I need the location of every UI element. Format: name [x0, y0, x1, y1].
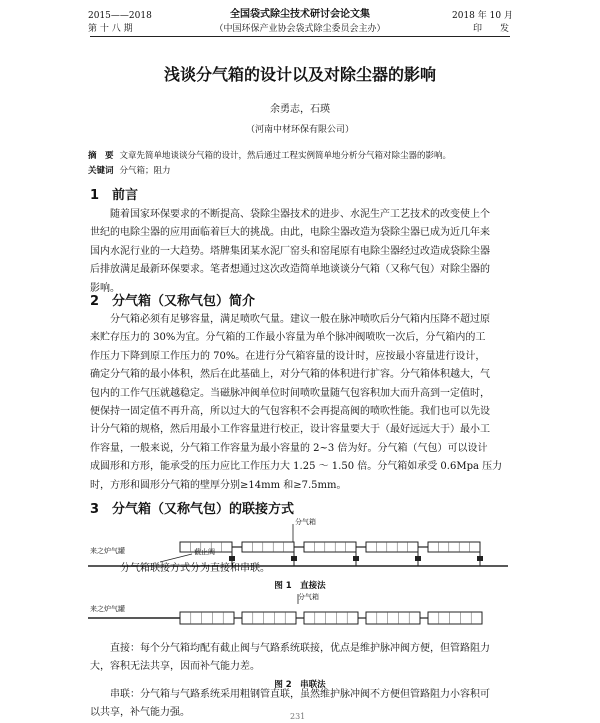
- section-2-line: 时，方形和圆形分气箱的壁厚分别≥14mm 和≥7.5mm。: [90, 479, 347, 491]
- figure-2-caption: 图 2 串联法: [274, 680, 326, 690]
- keywords-text: 分气箱；阻力: [119, 166, 171, 176]
- abstract-label: 摘 要: [88, 151, 114, 161]
- figure-1-intro-text: 分气箱联接方式分为直接和串联。: [120, 563, 270, 574]
- direct-method-paragraph: [90, 640, 510, 677]
- figure-1-manifold-segment: [242, 542, 294, 552]
- section-2-line: 确定分气箱的最小体积，然后在此基础上，对分气箱的体积进行扩容。分气箱体积越大，气: [90, 369, 490, 381]
- section-1-body: [90, 206, 510, 298]
- figure-1-valve: [353, 556, 359, 561]
- figure-1-manifold-segment: [304, 542, 356, 552]
- author-line: 余勇志，石瑛: [270, 104, 330, 115]
- section-heading-3: 3 分气箱（又称气包）的联接方式: [90, 502, 295, 517]
- figure-1-label-box: 分气箱: [295, 518, 316, 526]
- page-number: 231: [290, 712, 306, 721]
- figure-1-valve: [415, 556, 421, 561]
- header-left-bottom: 第 十 八 期: [88, 24, 133, 34]
- figure-2-manifold-segment: [428, 612, 482, 624]
- section-2-line: 来贮存压力的 30%为宜。分气箱的工作最小容量为单个脉冲阀喷吹一次后，分气箱内的工: [90, 332, 486, 344]
- header-center-top: 全国袋式除尘技术研讨会论文集: [230, 9, 370, 20]
- figure-1-valve: [477, 556, 483, 561]
- header-left-top: 2015——2018: [88, 11, 152, 21]
- figure-1-caption: 图 1 直接法: [274, 581, 326, 591]
- keywords-label: 关键词: [88, 166, 114, 176]
- figure-1-label-pipe: 来之炉气罐: [90, 547, 125, 555]
- section-1-line: 影响。: [90, 282, 120, 294]
- figure-1-manifold-segment: [366, 542, 418, 552]
- section-2-body: [90, 311, 510, 495]
- section-2-line: 作容量，一般来说，分气箱工作容量为最小容量的 2~3 倍为好。分气箱（气包）可以设计: [90, 442, 488, 454]
- section-2-line: 计分气箱的规格，然后用最小工作容量进行校正，设计容量要大于（最好远远大于）最小工: [90, 424, 490, 436]
- paper-title: 浅谈分气箱的设计以及对除尘器的影响: [163, 65, 436, 84]
- section-2-line: 作压力下降到原工作压力的 70%。在进行分气箱容量的设计时，应按最小容量进行设计，: [90, 350, 486, 362]
- abstract-text: 文章先简单地谈谈分气箱的设计，然后通过工程实例简单地分析分气箱对除尘器的影响。: [119, 151, 452, 161]
- abstract: [88, 150, 451, 162]
- figure-2-label-box: 分气箱: [298, 593, 319, 601]
- figure-1-manifold-segment: [428, 542, 480, 552]
- header-rule: [90, 36, 510, 37]
- section-heading-1: 1 前言: [90, 188, 139, 203]
- section-2-line: 成圆形和方形，能承受的压力应比工作压力大 1.25 ～ 1.50 倍。分气箱如承受 0.6Mpa 压力: [90, 461, 503, 473]
- header-center-bottom: （中国环保产业协会袋式除尘委员会主办）: [214, 24, 386, 34]
- figure-2-manifold-segment: [180, 612, 234, 624]
- section-2-line: 分气箱必须有足够容量，满足喷吹气量。建议一般在脉冲喷吹后分气箱内压降不超过原: [110, 314, 490, 325]
- figure-2-manifold-segment: [242, 612, 296, 624]
- affiliation-line: （河南中材环保有限公司）: [245, 125, 354, 135]
- header-right-top: 2018 年 10 月: [452, 11, 513, 21]
- section-1-line: 国内水泥行业的一大趋势。塔牌集团某水泥厂窑头和窑尾原有电除尘器经过改造成袋除尘器: [90, 245, 490, 257]
- section-heading-2: 2 分气箱（又称气包）简介: [90, 294, 256, 309]
- section-2-line: 便保持一固定值不再升高，所以过大的气包容积不会再提高阀的喷吹性能。我们也可以先设: [90, 406, 490, 418]
- direct-line: 直接：每个分气箱均配有截止阀与气路系统联接，优点是维护脉冲阀方便，但管路阻力: [110, 643, 490, 654]
- section-1-line: 后排放满足最新环保要求。笔者想通过这次改造简单地谈谈分气箱（又称气包）对除尘器的: [90, 264, 490, 276]
- section-1-line: 随着国家环保要求的不断提高、袋除尘器技术的进步、水泥生产工艺技术的改变使上个: [110, 209, 490, 220]
- header-right-bottom-2: 发: [500, 24, 510, 34]
- section-2-line: 包内的工作气压就越稳定。当磁脉冲阀单位时间喷吹量随气包容积加大而升高到一定值时，: [90, 387, 490, 399]
- figure-2-label-pipe: 来之炉气罐: [90, 605, 125, 613]
- figure-1-label-valve: 截止阀: [194, 548, 215, 556]
- series-line: 串联：分气箱与气路系统采用粗钢管直联，虽然维护脉冲阀不方便但管路阻力小容积可: [110, 689, 490, 700]
- figure-2-manifold-segment: [304, 612, 358, 624]
- section-1-line: 世纪的电除尘器的应用面临着巨大的挑战。由此，电除尘器改造为袋除尘器已成为近几年来: [90, 227, 490, 239]
- direct-line: 大，容积无法共享，因而补气能力差。: [90, 661, 260, 673]
- series-line: 以共享，补气能力强。: [90, 707, 190, 719]
- figure-1-valve: [291, 556, 297, 561]
- keywords: [88, 165, 171, 177]
- figure-2-manifold-segment: [366, 612, 420, 624]
- header-right-bottom-1: 印: [473, 24, 483, 34]
